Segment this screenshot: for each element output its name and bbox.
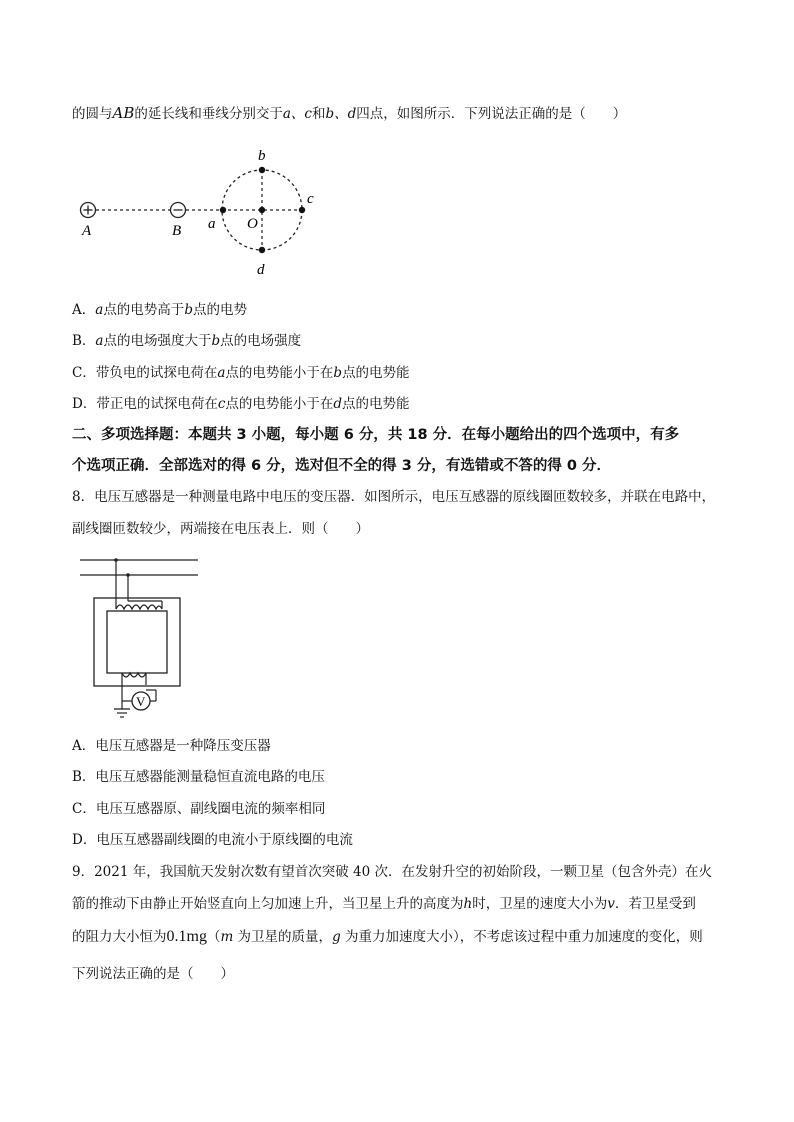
option-text: 点的电势能 <box>342 396 410 412</box>
option-var: a <box>95 302 104 318</box>
q7-stem-pre: 的圆与 <box>72 106 113 122</box>
option-text: 电压互感器副线圈的电流小于原线圈的电流 <box>96 832 353 848</box>
q9-force: 0.1mg <box>166 928 207 945</box>
q9-line3 <box>72 927 703 947</box>
svg-text:V: V <box>136 694 146 709</box>
q9-text: 为重力加速度大小），不考虑该过程中重力加速度的变化，则 <box>340 929 703 945</box>
q8-stem-line2: 副线圈匝数较少，两端接在电压表上．则（ ） <box>72 521 369 537</box>
q9-text: ．若卫星受到 <box>614 896 696 912</box>
q7-ab: AB <box>112 104 135 122</box>
q8-option-c[interactable] <box>72 799 325 819</box>
label-A: A <box>82 223 92 239</box>
option-text: 点的电势能小于在 <box>225 396 334 412</box>
q9-line4: 下列说法正确的是（ ） <box>72 966 234 982</box>
option-var: b <box>184 302 193 318</box>
q7-option-b[interactable] <box>72 331 301 351</box>
option-key: B． <box>72 769 96 785</box>
q9-var-v: v <box>607 896 615 912</box>
q8-option-d[interactable] <box>72 830 353 850</box>
q8-stem-line1: 8．电压互感器是一种测量电路中电压的变压器．如图所示，电压互感器的原线圈匝数较多，并联在电路中， <box>72 489 716 505</box>
option-var: b <box>333 365 343 381</box>
point-c <box>299 207 305 213</box>
q9-text: 为卫星的质量， <box>233 929 333 945</box>
voltmeter-icon <box>132 692 150 710</box>
option-text: 点的电势能 <box>342 365 410 381</box>
option-text: 点的电场强度 <box>220 333 302 349</box>
label-O: O <box>247 216 258 232</box>
q9-line2 <box>72 894 696 914</box>
option-key: D． <box>72 832 97 848</box>
q7-stem-mid2: 和 <box>311 106 326 122</box>
q9-text: 的阻力大小恒为 <box>72 929 167 945</box>
q9-text: 箭的推动下由静止开始竖直向上匀加速上升，当卫星上升的高度为 <box>72 896 464 912</box>
option-key: B． <box>72 333 96 349</box>
q7-stem-post: 四点，如图所示．下列说法正确的是（ ） <box>356 106 627 122</box>
option-text: 点的电场强度大于 <box>103 333 212 349</box>
q9-var-g: g <box>332 929 341 945</box>
point-b <box>259 167 265 173</box>
option-text: 点的电势 <box>192 302 247 318</box>
option-text: 点的电势能小于在 <box>225 365 334 381</box>
label-c: c <box>307 191 314 207</box>
section2-line1: 二、多项选择题：本题共 3 小题，每小题 6 分，共 18 分．在每小题给出的四个选项中，有多 <box>72 427 680 443</box>
q9-text: （ <box>206 929 221 945</box>
option-var: a <box>95 333 104 349</box>
option-var: b <box>211 333 221 349</box>
q7-option-d[interactable] <box>72 394 410 414</box>
option-key: C． <box>72 365 96 381</box>
q9-var-m: m <box>220 929 234 945</box>
point-o <box>259 207 265 213</box>
option-var: a <box>217 365 226 381</box>
option-key: A． <box>72 738 96 754</box>
q8-option-a[interactable] <box>72 736 271 756</box>
option-text: 电压互感器原、副线圈电流的频率相同 <box>95 801 326 817</box>
option-key: C． <box>72 801 96 817</box>
label-a: a <box>208 216 216 232</box>
section2-line2: 个选项正确．全部选对的得 6 分，选对但不全的得 3 分，有选错或不答的得 0 分． <box>72 458 612 474</box>
label-d: d <box>257 262 265 278</box>
option-var: d <box>333 396 343 412</box>
charge-b-negative <box>171 203 186 218</box>
option-text: 电压互感器是一种降压变压器 <box>95 738 271 754</box>
option-text: 点的电势高于 <box>103 302 185 318</box>
q9-text: 时，卫星的速度大小为 <box>472 896 608 912</box>
q9-var-h: h <box>463 896 473 912</box>
q8-option-b[interactable] <box>72 767 325 787</box>
point-d <box>259 247 265 253</box>
q7-option-a[interactable] <box>72 300 247 320</box>
option-key: A． <box>72 302 96 318</box>
q8-transformer-figure <box>76 553 206 723</box>
option-key: D． <box>72 396 97 412</box>
option-text: 带正电的试探电荷在 <box>96 396 218 412</box>
q7-charge-figure <box>70 140 330 280</box>
option-text: 带负电的试探电荷在 <box>95 365 218 381</box>
point-a <box>220 207 226 213</box>
q7-pts2: b、d <box>325 106 357 122</box>
option-var: c <box>217 396 226 412</box>
q7-pts1: a、c <box>282 106 312 122</box>
label-b: b <box>258 148 266 164</box>
option-text: 电压互感器能测量稳恒直流电路的电压 <box>95 769 325 785</box>
q7-option-c[interactable] <box>72 363 410 383</box>
charge-a-positive <box>81 203 96 218</box>
q7-stem <box>72 103 626 124</box>
q7-stem-mid1: 的延长线和垂线分别交于 <box>134 106 283 122</box>
q9-line1: 9．2021 年，我国航天发射次数有望首次突破 40 次．在发射升空的初始阶段，一颗卫星（包含外壳）在火 <box>72 864 712 880</box>
label-B: B <box>172 223 182 239</box>
